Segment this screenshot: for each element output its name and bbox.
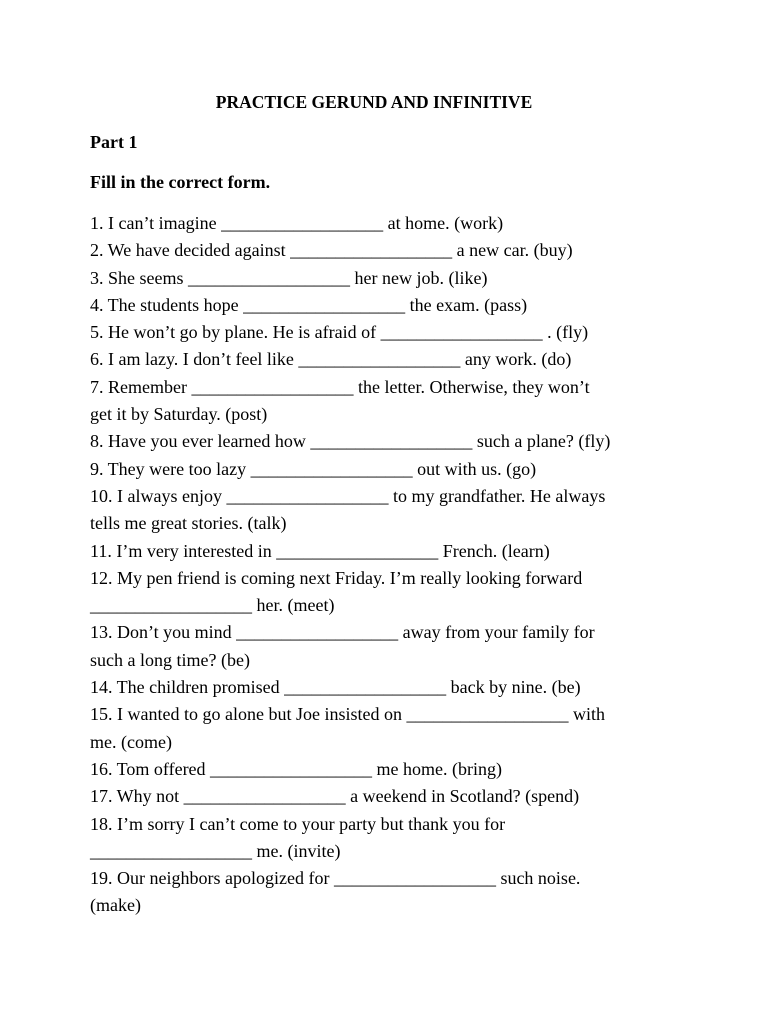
exercise-item-19: 19. Our neighbors apologized for __________________ such noise. (make) [90, 868, 581, 916]
worksheet-title: PRACTICE GERUND AND INFINITIVE [215, 92, 533, 112]
exercise-item-1: 1. I can’t imagine __________________ at home. (work) [90, 213, 504, 233]
exercise-item-3: 3. She seems __________________ her new job. (like) [90, 267, 488, 288]
exercise-item-9: 9. They were too lazy __________________ out with us. (go) [90, 458, 537, 479]
exercise-item-18: 18. I’m sorry I can’t come to your party but thank you for __________________ me. (invite) [90, 813, 506, 861]
exercise-item-12: 12. My pen friend is coming next Friday. I’m really looking forward __________________ her. (meet) [90, 567, 583, 616]
exercise-item-4: 4. The students hope __________________ the exam. (pass) [90, 294, 528, 315]
exercise-item-13: 13. Don’t you mind __________________ away from your family for such a long time? (be) [90, 622, 595, 670]
exercise-item-11: 11. I’m very interested in __________________ French. (learn) [90, 540, 550, 561]
exercise-item-2: 2. We have decided against __________________ a new car. (buy) [90, 240, 573, 261]
exercise-item-10: 10. I always enjoy __________________ to my grandfather. He always tells me great stories. (talk) [90, 485, 606, 534]
exercise-item-8: 8. Have you ever learned how __________________ such a plane? (fly) [90, 431, 611, 452]
exercise-list [90, 210, 690, 920]
exercise-item-6: 6. I am lazy. I don’t feel like __________________ any work. (do) [90, 349, 572, 370]
instruction-text: Fill in the correct form. [90, 172, 271, 192]
exercise-item-5: 5. He won’t go by plane. He is afraid of __________________ . (fly) [90, 322, 589, 343]
exercise-item-15: 15. I wanted to go alone but Joe insisted on __________________ with me. (come) [90, 704, 605, 752]
exercise-item-14: 14. The children promised __________________ back by nine. (be) [90, 677, 581, 698]
part-heading: Part 1 [90, 132, 138, 152]
exercise-item-7: 7. Remember __________________ the letter. Otherwise, they won’t get it by Saturday. (post) [90, 376, 590, 425]
exercise-item-17: 17. Why not __________________ a weekend in Scotland? (spend) [90, 786, 580, 807]
exercise-item-16: 16. Tom offered __________________ me home. (bring) [90, 758, 503, 779]
